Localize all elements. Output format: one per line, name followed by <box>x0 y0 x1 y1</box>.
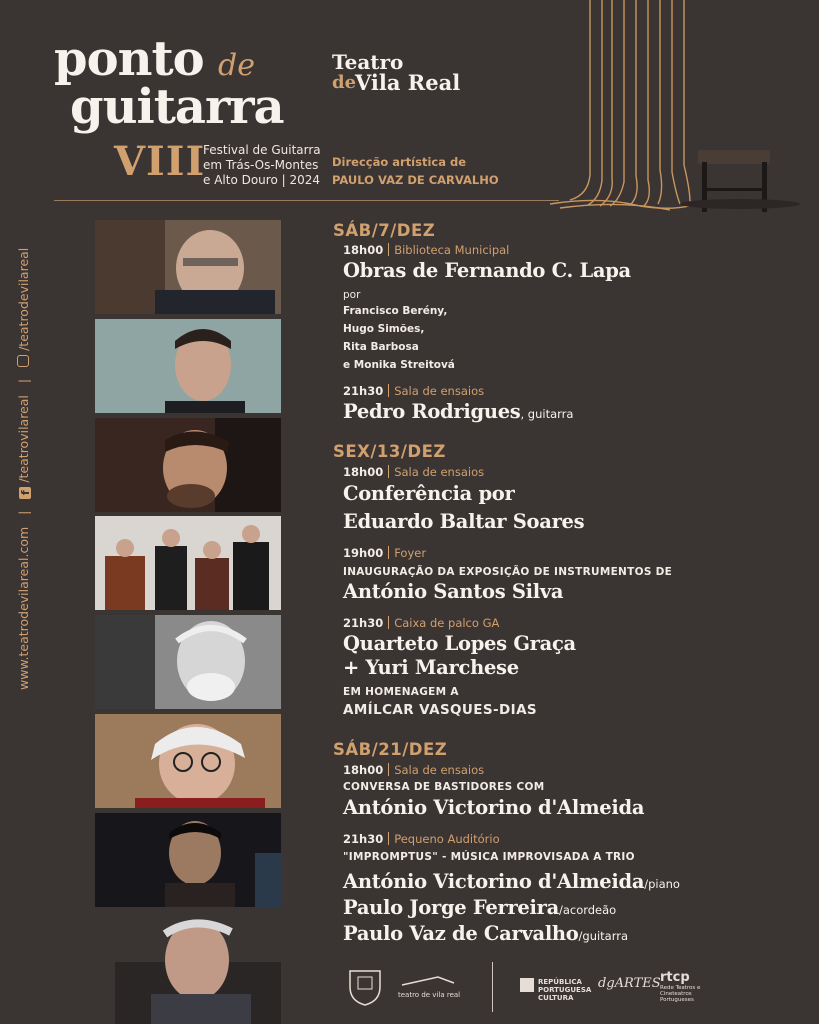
festival-title-de: de <box>218 48 255 83</box>
direction-label: Direcção artística de <box>332 155 467 169</box>
event-time-venue <box>343 616 499 630</box>
facebook-icon: f <box>19 487 31 499</box>
event-time-venue <box>343 546 426 560</box>
day-heading: SÁB/7/DEZ <box>333 221 436 240</box>
event-honoree: AMÍLCAR VASQUES-DIAS <box>343 702 538 718</box>
lineup-row <box>343 870 680 893</box>
event-title: Conferência por <box>343 482 515 505</box>
facebook-link[interactable]: /teatrovilareal <box>16 395 31 483</box>
festival-edition: VIII <box>114 138 206 185</box>
rtcp-subtext: Rede Teatros e Cineteatros Portugueses <box>660 985 701 1003</box>
photo-paulo-vaz-de-carvalho <box>95 912 281 1024</box>
photo-performer-2 <box>95 319 281 413</box>
performer-name: e Monika Streitová <box>343 359 455 371</box>
event-caption: CONVERSA DE BASTIDORES COM <box>343 781 545 793</box>
republic-text: CULTURA <box>538 994 574 1002</box>
performer-role: /guitarra <box>578 929 629 943</box>
event-by: por <box>343 289 361 301</box>
event-venue: Foyer <box>394 546 427 560</box>
venue-logo-de: de <box>332 72 357 93</box>
header-divider <box>54 200 559 201</box>
event-time-venue <box>343 384 484 398</box>
performer-name: Francisco Berény, <box>343 305 448 317</box>
photo-fernando-lapa <box>95 220 281 314</box>
event-title <box>343 400 573 423</box>
instagram-link[interactable]: /teatrodevilareal <box>16 247 31 351</box>
artistic-direction <box>332 153 499 189</box>
event-venue: Sala de ensaios <box>394 763 485 777</box>
municipal-crest-icon <box>344 965 386 1007</box>
photo-paulo-jorge-ferreira <box>95 813 281 907</box>
photo-quarteto-lopes-graca <box>95 516 281 610</box>
event-title: Quarteto Lopes Graça <box>343 632 576 655</box>
website-link[interactable]: www.teatrodevilareal.com <box>16 526 31 690</box>
festival-title-ponto: ponto <box>54 31 204 87</box>
performer-name: Rita Barbosa <box>343 341 419 353</box>
lineup-row <box>343 896 616 919</box>
event-caption: EM HOMENAGEM A <box>343 686 459 698</box>
event-venue: Biblioteca Municipal <box>394 243 510 257</box>
performer-name: Paulo Vaz de Carvalho <box>343 922 579 945</box>
event-venue: Caixa de palco GA <box>394 616 500 630</box>
performer-role: , guitarra <box>520 407 574 421</box>
event-time: 21h30 <box>343 384 384 398</box>
performer-role: /piano <box>644 877 680 891</box>
performer-name: Paulo Jorge Ferreira <box>343 896 559 919</box>
guitar-strings-bench-illustration <box>540 0 819 220</box>
performer-name: António Victorino d'Almeida <box>343 870 645 893</box>
side-links: www.teatrodevilareal.com | f /teatrovilareal | /teatrodevilareal <box>16 247 32 690</box>
day-heading: SÁB/21/DEZ <box>333 740 448 759</box>
rtcp-logo <box>660 970 708 1003</box>
event-title: António Victorino d'Almeida <box>343 796 645 819</box>
theatre-footer-logo <box>398 972 468 999</box>
lineup-row <box>343 922 628 945</box>
venue-logo-teatro: Teatro <box>332 50 404 74</box>
photo-antonio-victorino-almeida <box>95 714 281 808</box>
festival-title-guitarra: guitarra <box>70 79 284 135</box>
performer-name: Hugo Simões, <box>343 323 425 335</box>
photo-amilcar-vasques-dias <box>95 615 281 709</box>
event-venue: Sala de ensaios <box>394 384 485 398</box>
event-time: 21h30 <box>343 832 384 846</box>
rtcp-text: rtcp <box>660 970 690 985</box>
theatre-logo-text: teatro de vila real <box>398 991 461 999</box>
footer-divider <box>492 962 493 1012</box>
event-time: 18h00 <box>343 763 384 777</box>
photo-pedro-rodrigues <box>95 418 281 512</box>
event-title: Eduardo Baltar Soares <box>343 510 585 533</box>
festival-subtitle <box>203 143 321 188</box>
event-title: António Santos Silva <box>343 580 564 603</box>
event-time: 21h30 <box>343 616 384 630</box>
instagram-icon <box>17 355 29 367</box>
event-caption: "IMPROMPTUS" - MÚSICA IMPROVISADA A TRIO <box>343 851 635 863</box>
event-time: 19h00 <box>343 546 384 560</box>
subtitle-line: em Trás-Os-Montes <box>203 158 319 172</box>
event-time: 18h00 <box>343 465 384 479</box>
event-time: 18h00 <box>343 243 384 257</box>
event-venue: Pequeno Auditório <box>394 832 500 846</box>
event-time-venue <box>343 465 484 479</box>
event-time-venue <box>343 832 500 846</box>
republic-flag-icon <box>520 976 536 994</box>
event-venue: Sala de ensaios <box>394 465 485 479</box>
day-heading: SEX/13/DEZ <box>333 442 446 461</box>
republic-text: PORTUGUESA <box>538 986 592 994</box>
performer-role: /acordeão <box>558 903 617 917</box>
event-title: Obras de Fernando C. Lapa <box>343 259 631 282</box>
event-title: + Yuri Marchese <box>343 656 519 679</box>
event-caption: INAUGURAÇÃO DA EXPOSIÇÃO DE INSTRUMENTOS DE <box>343 566 673 578</box>
event-time-venue <box>343 243 509 257</box>
theatre-mark-icon <box>398 973 458 987</box>
performer-name: Pedro Rodrigues <box>343 400 521 423</box>
venue-logo-vila-real: Vila Real <box>355 70 461 95</box>
dgartes-logo: dgARTES <box>598 976 661 991</box>
performer-list <box>343 302 455 374</box>
republic-text: REPÚBLICA <box>538 978 582 986</box>
subtitle-line: e Alto Douro | 2024 <box>203 173 321 187</box>
event-time-venue <box>343 763 484 777</box>
subtitle-line: Festival de Guitarra <box>203 143 321 157</box>
director-name: PAULO VAZ DE CARVALHO <box>332 173 499 187</box>
